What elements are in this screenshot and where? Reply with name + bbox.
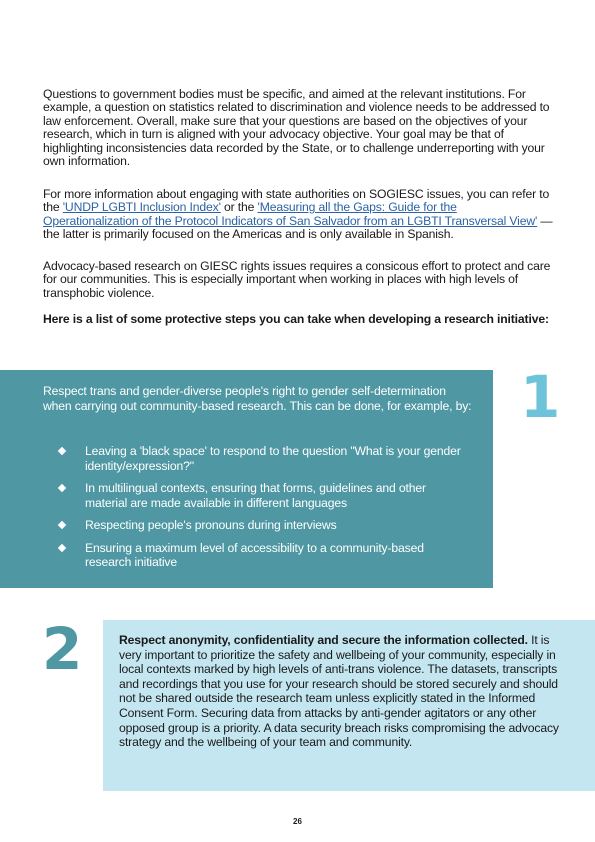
page-number: 26 — [293, 817, 302, 826]
p2-text-middle: or the — [220, 200, 258, 215]
measuring-gaps-guide-link[interactable]: 'Measuring all the Gaps: Guide for the Operationalization of the Protocol Indicators of San Salvador from an LGBTI Transversal View' — [43, 200, 538, 228]
step-2-bold-lead: Respect anonymity, confidentiality and secure the information collected. — [119, 633, 528, 647]
step-1-number: 1 — [520, 363, 561, 431]
list-item — [57, 444, 467, 473]
step-2-box — [103, 620, 595, 791]
list-item — [57, 541, 467, 570]
diamond-bullet-icon — [58, 484, 66, 492]
undp-lgbti-index-link[interactable]: 'UNDP LGBTI Inclusion Index' — [62, 200, 221, 215]
list-item-text: Respecting people's pronouns during interviews — [85, 518, 337, 532]
p2-text-after: — the latter is primarily focused on the Americas and is only available in Spanish. — [43, 213, 553, 242]
step-1-box — [0, 370, 493, 588]
list-item — [57, 481, 467, 510]
diamond-bullet-icon — [58, 447, 66, 455]
step-1-lead: Respect trans and gender-diverse people's right to gender self-determination when carrying out community-based research. This can be done, for example, by: — [43, 384, 472, 413]
diamond-bullet-icon — [58, 543, 66, 551]
list-item-text: Ensuring a maximum level of accessibility to a community-based research initiative — [85, 540, 424, 569]
intro-paragraph-1: Questions to government bodies must be specific, and aimed at the relevant institutions. For example, a question on statistics related to discrimination and violence needs to be addressed to law enforcement. Overall, make sure that your questions are based on the objectives of your research, which in turn is aligned with your advocacy objective. Your goal may be that of highlighting inconsistencies data recorded by the State, or to challenge underreporting with your own information. — [43, 87, 550, 169]
step-2-text — [119, 633, 559, 750]
step-1-bullet-list — [57, 444, 467, 578]
diamond-bullet-icon — [58, 521, 66, 529]
step-2-body: It is very important to prioritize the safety and wellbeing of your community, especially in local contexts marked by high levels of anti-trans violence. The datasets, transcripts and recordings that you use for your research should be stored securely and should not be shared outside the research team unless explicitly stated in the Informed Consent Form. Securing data from attacks by anti-gender agitators or any other opposed group is a priority. A data security breach risks compromising the advocacy strategy and the wellbeing of your team and community. — [119, 633, 559, 750]
list-item — [57, 518, 467, 533]
intro-paragraph-3: Advocacy-based research on GIESC rights issues requires a consicous effort to protect and care for our communities. This is especially important when working in places with high levels of transphobic violence. — [43, 259, 551, 300]
step-2-number: 2 — [42, 615, 83, 683]
p2-text-before: For more information about engaging with state authorities on SOGIESC issues, you can refer to the — [43, 187, 550, 215]
list-item-text: Leaving a 'black space' to respond to the question "What is your gender identity/expression?" — [85, 444, 461, 473]
list-item-text: In multilingual contexts, ensuring that forms, guidelines and other material are made available in different languages — [85, 481, 426, 510]
intro-paragraph-4: Here is a list of some protective steps you can take when developing a research initiative: — [43, 312, 549, 326]
intro-paragraph-2 — [43, 188, 553, 242]
